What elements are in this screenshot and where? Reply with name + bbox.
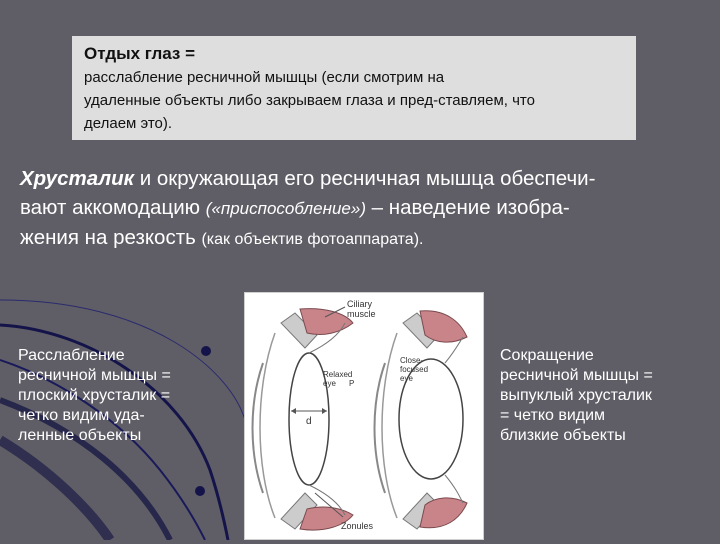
definition-line: удаленные объекты либо закрываем глаза и пред-ставляем, что bbox=[84, 92, 535, 109]
eye-diagram bbox=[245, 293, 483, 539]
caption-line: плоский хрусталик = bbox=[18, 387, 171, 404]
caption-line: четко видим уда- bbox=[18, 407, 145, 424]
label-close-focused: eye bbox=[400, 374, 413, 383]
main-text-small: (как объектив фотоаппарата). bbox=[201, 231, 424, 248]
label-close-focused: Close- bbox=[400, 356, 424, 365]
definition-title: Отдых глаз = bbox=[84, 44, 196, 63]
main-line bbox=[20, 223, 710, 254]
decor-dot bbox=[195, 486, 205, 496]
main-text-part: – наведение изобра- bbox=[365, 196, 570, 219]
main-line bbox=[20, 193, 710, 223]
label-p: P bbox=[349, 379, 355, 388]
eye-accommodation-figure bbox=[244, 292, 484, 540]
definition-line: делаем это). bbox=[84, 115, 173, 132]
main-text-part: и окружающая его ресничная мышца обеспечи- bbox=[134, 167, 596, 190]
label-d: d bbox=[306, 416, 312, 427]
label-relaxed: Relaxed bbox=[323, 370, 353, 379]
contracted-caption bbox=[500, 346, 710, 446]
caption-line: ресничной мышцы = bbox=[500, 367, 653, 384]
label-ciliary: muscle bbox=[347, 309, 376, 319]
main-text-part: жения на резкость bbox=[20, 226, 202, 249]
caption-line: ленные объекты bbox=[18, 427, 142, 444]
caption-line: Сокращение bbox=[500, 347, 594, 364]
label-ciliary: Ciliary bbox=[347, 299, 373, 309]
definition-line: расслабление ресничной мышцы (если смотрим на bbox=[84, 69, 445, 86]
cornea-left bbox=[253, 363, 264, 493]
definition-box bbox=[72, 36, 636, 140]
main-line bbox=[20, 164, 710, 193]
lens-term: Хрусталик bbox=[20, 167, 135, 190]
main-text-italic: («приспособление») bbox=[205, 199, 366, 218]
caption-line: выпуклый хрусталик bbox=[500, 387, 652, 404]
label-close-focused: focused bbox=[400, 365, 429, 374]
main-text-part: вают аккомодацию bbox=[20, 196, 206, 219]
caption-line: = четко видим bbox=[500, 407, 606, 424]
ciliary-muscle-left-top bbox=[300, 309, 353, 335]
cornea-right bbox=[375, 363, 386, 493]
caption-line: близкие объекты bbox=[500, 427, 626, 444]
main-paragraph bbox=[20, 164, 710, 254]
label-zonules: Zonules bbox=[341, 521, 374, 531]
caption-line: ресничной мышцы = bbox=[18, 367, 171, 384]
relaxed-caption bbox=[18, 346, 228, 446]
caption-line: Расслабление bbox=[18, 347, 125, 364]
label-relaxed: eye bbox=[323, 379, 336, 388]
decor-curve bbox=[0, 440, 110, 540]
